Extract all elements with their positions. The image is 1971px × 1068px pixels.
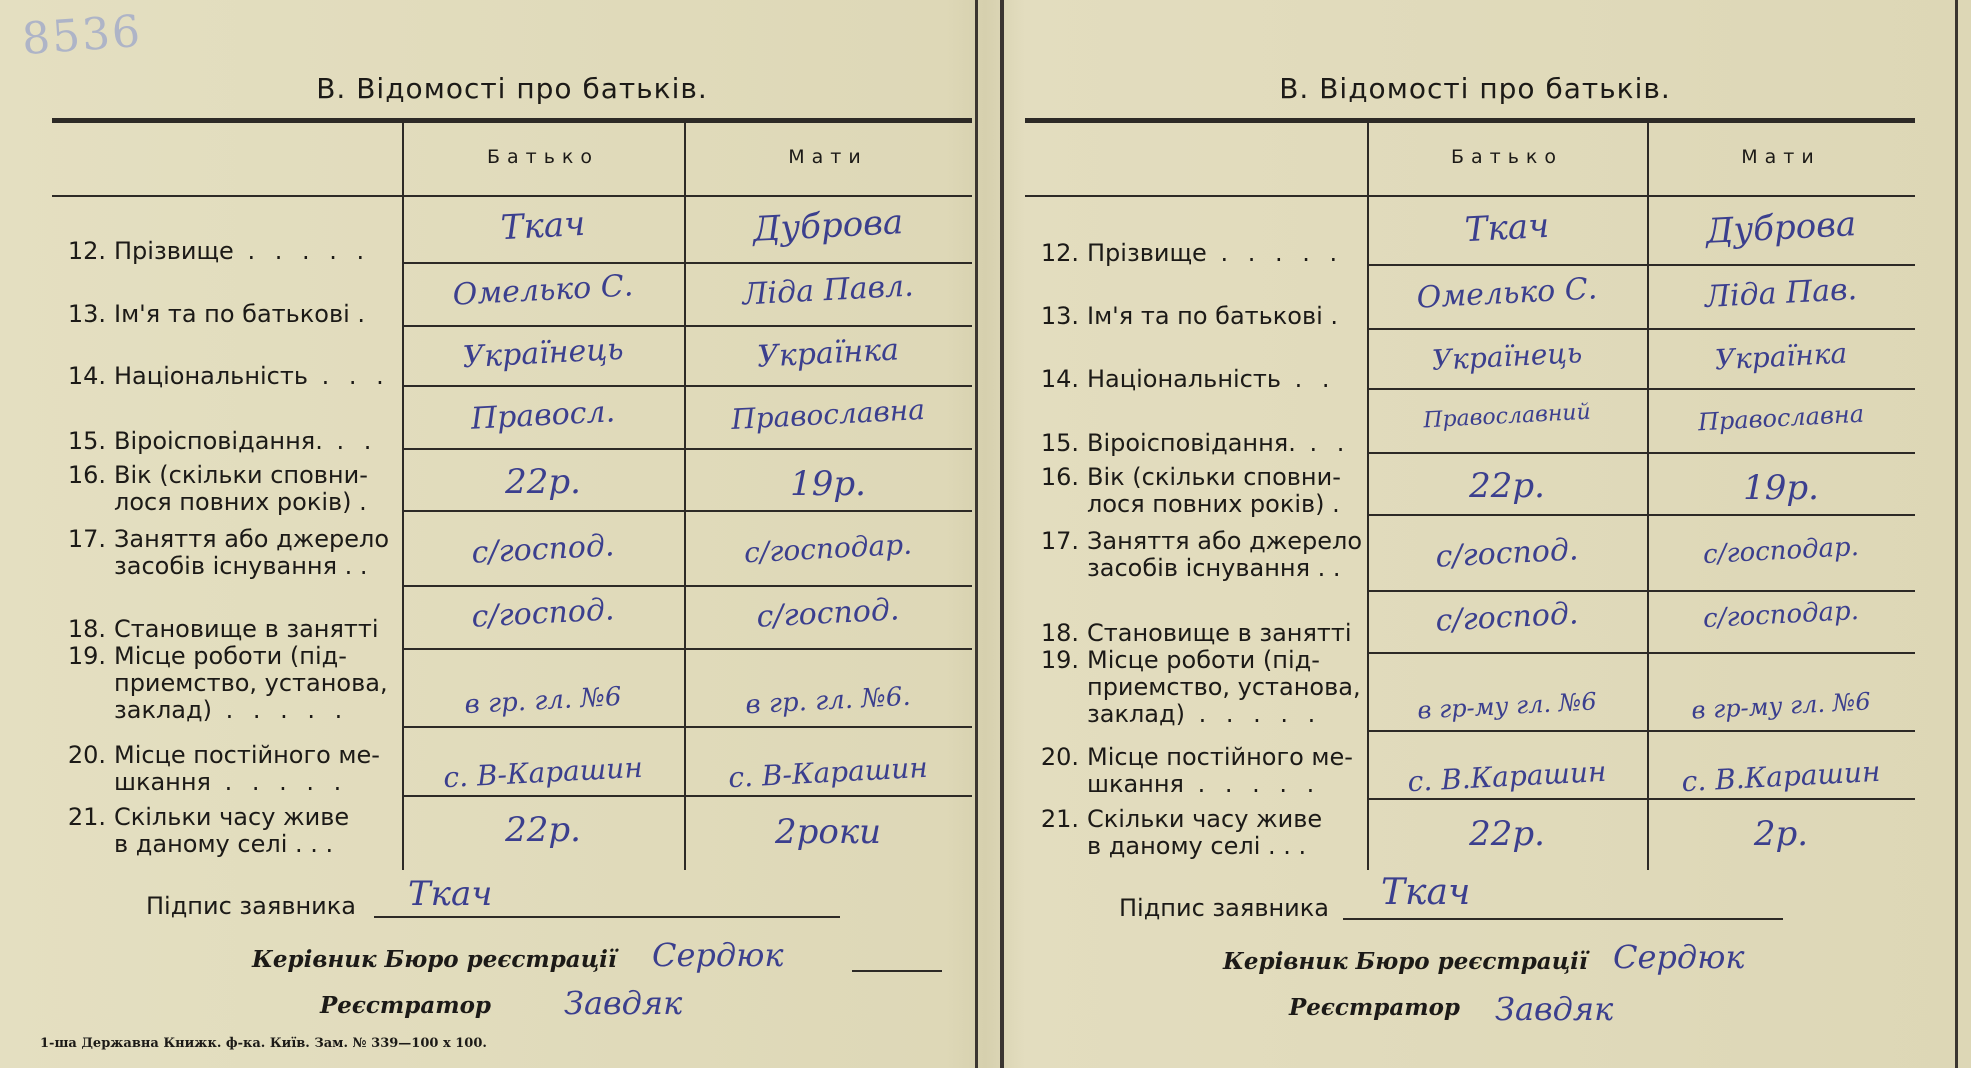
row-rule	[402, 448, 972, 450]
header-rule	[52, 118, 972, 123]
left-page-edge	[975, 0, 978, 1068]
father-name: Омелько С.	[451, 268, 635, 313]
column-header-mother: Мати	[1741, 146, 1821, 168]
mother-surname: Дуброва	[1704, 204, 1858, 252]
mother-position: с/господар.	[1702, 595, 1860, 635]
row-rule	[402, 648, 972, 650]
row-label-19: 19. Місце роботи (під- приемство, установа, заклад) . . . . .	[67, 642, 388, 724]
father-surname: Ткач	[499, 203, 587, 249]
registrar-label: Реєстратор	[320, 992, 492, 1019]
margin-pencil-note: 8536	[20, 5, 144, 66]
row-label-21: 21. Скільки часу живе в даному селі . . .	[1040, 805, 1323, 860]
mother-nationality: Українка	[1714, 336, 1848, 377]
right-page-edge	[1955, 0, 1958, 1068]
row-rule	[1367, 590, 1915, 592]
row-rule	[402, 325, 972, 327]
row-rule	[1367, 798, 1915, 800]
applicant-signature-line	[1343, 918, 1783, 920]
father-nationality: Українець	[461, 331, 625, 376]
bureau-head-signature: Сердюк	[652, 936, 784, 974]
row-label-20: 20. Місце постійного ме- шкання . . . . .	[1040, 743, 1353, 798]
mother-name: Ліда Павл.	[741, 268, 915, 313]
applicant-signature: Ткач	[1381, 872, 1471, 913]
bureau-head-line	[852, 970, 942, 972]
row-label-13: 13. Ім'я та по батькові .	[1040, 302, 1339, 330]
father-occupation: с/господ.	[470, 528, 616, 571]
row-rule	[1367, 514, 1915, 516]
row-label-14: 14. Національність . .	[1040, 365, 1336, 393]
mother-residence: с. В-Карашин	[727, 750, 929, 795]
mother-position: с/господ.	[755, 592, 901, 635]
father-nationality: Українець	[1431, 336, 1583, 377]
row-label-16: 16. Вік (скільки сповни- лося повних років) .	[1040, 463, 1341, 518]
mother-years-in-village: 2р.	[1753, 814, 1809, 854]
applicant-signature-label: Підпис заявника	[1119, 894, 1329, 922]
registrar-label: Реєстратор	[1289, 994, 1461, 1021]
father-religion: Правосл.	[470, 394, 616, 437]
row-rule	[402, 726, 972, 728]
right-page	[1025, 0, 1925, 1068]
mother-age: 19р.	[790, 464, 866, 504]
mother-workplace: в гр-му гл. №6	[1690, 687, 1872, 725]
father-residence: с. В-Карашин	[442, 750, 644, 795]
column-header-rule	[52, 195, 972, 197]
row-rule	[1367, 388, 1915, 390]
bureau-head-signature: Сердюк	[1613, 938, 1745, 976]
mother-religion: Православна	[730, 392, 926, 437]
father-position: с/господ.	[470, 592, 616, 635]
row-label-15: 15. Віроісповідання. . .	[1040, 429, 1351, 457]
left-page	[40, 0, 972, 1068]
mother-workplace: в гр. гл. №6.	[744, 681, 912, 721]
row-label-20: 20. Місце постійного ме- шкання . . . . .	[67, 741, 380, 796]
column-header-father: Батько	[486, 146, 600, 168]
column-header-rule	[1025, 195, 1915, 197]
page-title: В. Відомості про батьків.	[316, 72, 708, 105]
row-rule	[1367, 264, 1915, 266]
father-age: 22р.	[1469, 466, 1545, 506]
header-rule	[1025, 118, 1915, 123]
registrar-signature: Завдяк	[564, 984, 683, 1022]
row-rule	[1367, 328, 1915, 330]
row-rule	[1367, 730, 1915, 732]
mother-name: Ліда Пав.	[1704, 272, 1858, 315]
father-years-in-village: 22р.	[1469, 814, 1545, 854]
applicant-signature-label: Підпис заявника	[146, 892, 356, 920]
registrar-signature: Завдяк	[1495, 990, 1614, 1028]
mother-nationality: Українка	[756, 332, 900, 375]
row-rule	[402, 262, 972, 264]
father-name: Омелько С.	[1415, 271, 1599, 316]
row-label-18: 18. Становище в занятті	[1040, 619, 1352, 647]
mother-surname: Дуброва	[751, 202, 905, 250]
mother-occupation: с/господар.	[1702, 531, 1860, 571]
mother-years-in-village: 2роки	[774, 812, 882, 852]
father-workplace: в гр-му гл. №6	[1416, 687, 1598, 725]
row-label-19: 19. Місце роботи (під- приемство, установа, заклад) . . . . .	[1040, 646, 1361, 728]
row-rule	[402, 385, 972, 387]
mother-age: 19р.	[1743, 468, 1819, 508]
applicant-signature-line	[374, 916, 840, 918]
center-fold	[1000, 0, 1004, 1068]
father-years-in-village: 22р.	[505, 810, 581, 850]
bureau-head-label: Керівник Бюро реєстрації	[252, 946, 617, 973]
father-age: 22р.	[505, 462, 581, 502]
father-position: с/господ.	[1434, 596, 1580, 639]
column-header-mother: Мати	[788, 146, 868, 168]
father-residence: с. В.Карашин	[1406, 754, 1608, 799]
printer-imprint: 1-ша Державна Книжк. ф-ка. Київ. Зам. № 339—100 х 100.	[40, 1036, 487, 1051]
mother-occupation: с/господар.	[743, 527, 913, 570]
row-label-12: 12. Прізвище . . . . .	[1040, 239, 1344, 267]
row-label-17: 17. Заняття або джерело засобів існування . .	[67, 525, 390, 580]
row-label-15: 15. Віроісповідання. . .	[67, 427, 378, 455]
row-label-12: 12. Прізвище . . . . .	[67, 237, 371, 265]
father-occupation: с/господ.	[1434, 532, 1580, 575]
bureau-head-label: Керівник Бюро реєстрації	[1223, 948, 1588, 975]
row-rule	[1367, 452, 1915, 454]
row-label-18: 18. Становище в занятті	[67, 615, 379, 643]
mother-religion: Православна	[1697, 399, 1865, 437]
father-surname: Ткач	[1463, 205, 1551, 251]
row-label-14: 14. Національність . . .	[67, 362, 390, 390]
father-workplace: в гр. гл. №6	[463, 681, 623, 721]
row-rule	[1367, 652, 1915, 654]
father-religion: Православний	[1422, 399, 1592, 434]
applicant-signature: Ткач	[408, 874, 493, 914]
row-label-21: 21. Скільки часу живе в даному селі . . .	[67, 803, 350, 858]
row-rule	[402, 585, 972, 587]
column-header-father: Батько	[1450, 146, 1564, 168]
row-label-13: 13. Ім'я та по батькові .	[67, 300, 366, 328]
row-rule	[402, 510, 972, 512]
mother-residence: с. В.Карашин	[1680, 754, 1882, 799]
row-label-16: 16. Вік (скільки сповни- лося повних років) .	[67, 461, 368, 516]
row-label-17: 17. Заняття або джерело засобів існування . .	[1040, 527, 1363, 582]
page-title: В. Відомості про батьків.	[1279, 72, 1671, 105]
